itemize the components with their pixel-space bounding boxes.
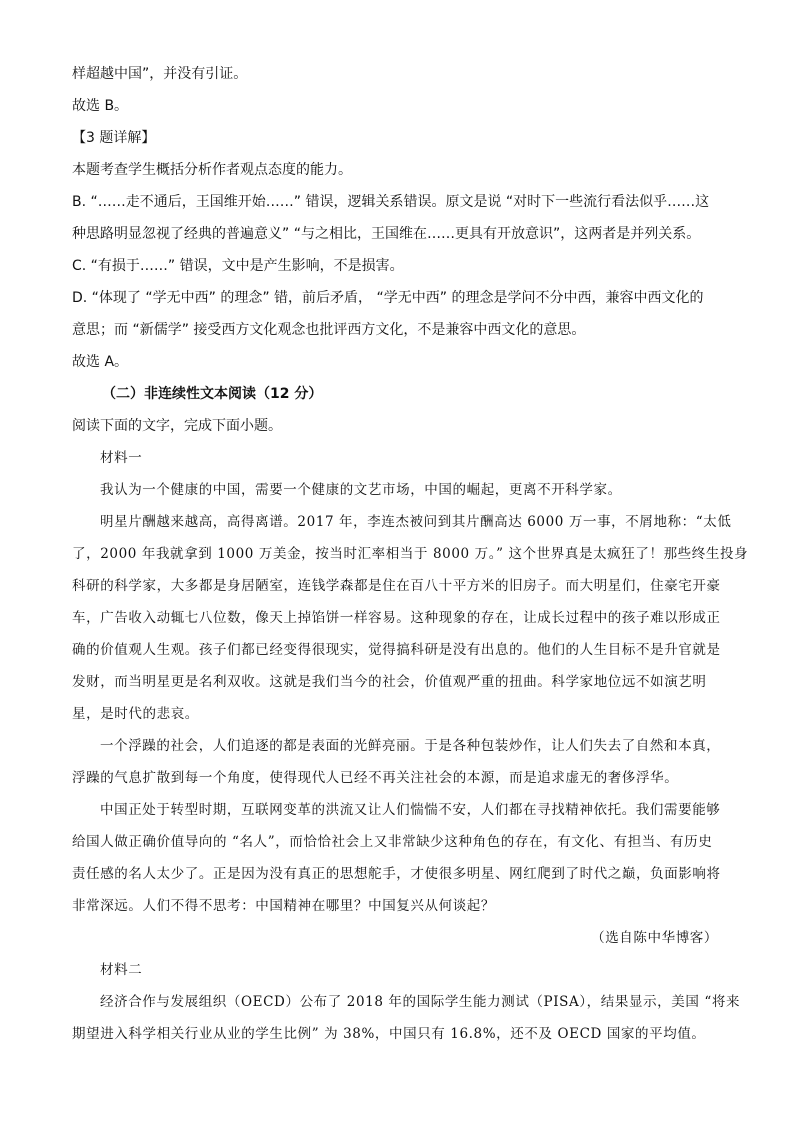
material-one-line: 明星片酬越来越高，高得离谱。2017 年，李连杰被问到其片酬高达 6000 万一事，不屑地称：“太低 [100,514,732,530]
answer-text-line: C. “有损于……” 错误，文中是产生影响，不是损害。 [72,258,404,274]
instruction: 阅读下面的文字，完成下面小题。 [72,418,282,434]
section-heading: （二）非连续性文本阅读（12 分） [102,386,323,402]
material-one-line: 了，2000 年我就拿到 1000 万美金，按当时汇率相当于 8000 万。” 这个世界真是太疯狂了！那些终生投身 [72,546,749,562]
material-one-line: 责任感的名人太少了。正是因为没有真正的思想舵手，才使很多明星、网红爬到了时代之巅，负面影响将 [72,866,721,882]
answer-text-line: D. “体现了 “学无中西” 的理念” 错，前后矛盾， “学无中西” 的理念是学问不分中西，兼容中西文化的 [72,290,704,306]
material-two-line: 经济合作与发展组织（OECD）公布了 2018 年的国际学生能力测试（PISA），结果显示，美国 “将来 [100,994,741,1010]
answer-text-line: 故选 B。 [72,98,129,114]
material-one-line: 中国正处于转型时期，互联网变革的洪流又让人们惴惴不安，人们都在寻找精神依托。我们需要能够 [100,802,721,818]
material-one-line: 浮躁的气息扩散到每一个角度，使得现代人已经不再关注社会的本源，而是追求虚无的奢侈浮华。 [72,770,679,786]
material-one-line: 给国人做正确价值导向的 “名人”，而恰恰社会上又非常缺少这种角色的存在，有文化、有担当、有历史 [72,834,713,850]
answer-text-line: 样超越中国”，并没有引证。 [72,66,248,82]
material-one-line: 非常深远。人们不得不思考：中国精神在哪里？中国复兴从何谈起？ [72,898,495,914]
question-3-detail-heading: 【3 题详解】 [72,130,156,146]
material-one-source: （选自陈中华博客） [591,930,718,946]
material-two-label: 材料二 [100,962,143,978]
material-one-line: 车，广告收入动辄七八位数，像天上掉馅饼一样容易。这种现象的存在，让成长过程中的孩子难以形成正 [72,610,721,626]
material-one-label: 材料一 [100,450,143,466]
material-one-line: 星，是时代的悲哀。 [72,706,199,722]
material-one-line: 我认为一个健康的中国，需要一个健康的文艺市场，中国的崛起，更离不开科学家。 [100,482,622,498]
answer-text-line: 意思；而 “新儒学” 接受西方文化观念也批评西方文化，不是兼容中西文化的意思。 [72,322,586,338]
material-two-line: 期望进入科学相关行业从业的学生比例” 为 38%，中国只有 16.8%，还不及 OECD 国家的平均值。 [72,1026,706,1042]
answer-text-line: 故选 A。 [72,354,129,370]
material-one-line: 一个浮躁的社会，人们追逐的都是表面的光鲜亮丽。于是各种包装炒作，让人们失去了自然和本真， [100,738,721,754]
material-one-line: 确的价值观人生观。孩子们都已经变得很现实，觉得搞科研是没有出息的。他们的人生目标不是升官就是 [72,642,721,658]
answer-text-line: 本题考查学生概括分析作者观点态度的能力。 [72,162,352,178]
material-one-line: 发财，而当明星更是名利双收。这就是我们当今的社会，价值观严重的扭曲。科学家地位远不如演艺明 [72,674,707,690]
answer-text-line: B. “……走不通后，王国维开始……” 错误，逻辑关系错误。原文是说 “对时下一些流行看法似乎……这 [72,194,710,210]
material-one-line: 科研的科学家，大多都是身居陋室，连钱学森都是住在百八十平方米的旧房子。而大明星们，住豪宅开豪 [72,578,721,594]
answer-text-line: 种思路明显忽视了经典的普遍意义” “与之相比，王国维在……更具有开放意识”，这两者是并列关系。 [72,226,701,242]
